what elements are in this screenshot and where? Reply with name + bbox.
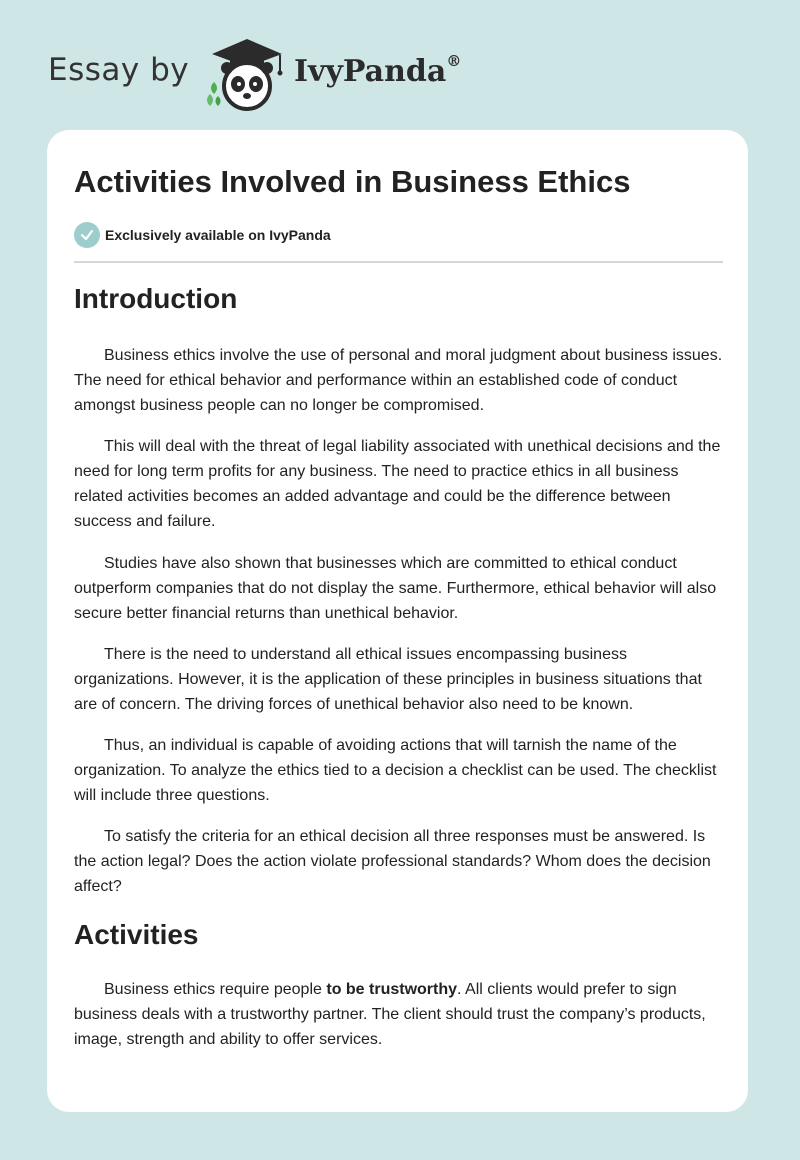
paragraph: Business ethics involve the use of personal and moral judgment about business issues. The need for ethical behavior and performance within an established code of conduct amongst business people can no longer be compromised. <box>74 347 723 414</box>
paragraph: This will deal with the threat of legal liability associated with unethical decisions and the need for long term profits for any business. The need to practice ethics in all business related activities becomes an added advantage and could be the difference between success and failure. <box>74 438 721 530</box>
emphasis-text: to be trustworthy <box>326 981 458 998</box>
essay-by-label: Essay by <box>48 52 190 88</box>
essay-title: Activities Involved in Business Ethics <box>74 164 631 199</box>
paragraph: Thus, an individual is capable of avoiding actions that will tarnish the name of the organization. To analyze the ethics tied to a decision a checklist can be used. The checklist will include three questions. <box>74 737 717 804</box>
paragraph-text: Business ethics require people <box>104 981 327 998</box>
section-heading-introduction: Introduction <box>74 283 238 314</box>
paragraph: To satisfy the criteria for an ethical decision all three responses must be answered. Is the action legal? Does the action violate professional standards? Whom does the decision affect? <box>74 828 711 895</box>
section-heading-activities: Activities <box>74 919 199 950</box>
divider <box>74 261 723 263</box>
exclusive-badge <box>74 222 331 248</box>
paragraph-text: . All clients would prefer to sign business deals with a trustworthy partner. The client should trust the company’s products, image, strength and ability to offer services. <box>74 981 706 1048</box>
brand-name: IvyPanda <box>294 54 447 89</box>
paragraph: There is the need to understand all ethical issues encompassing business organizations. However, it is the application of these principles in business situations that are of concern. The driving forces of unethical behavior also need to be known. <box>74 646 702 713</box>
ivypanda-logo-icon[interactable] <box>202 34 292 114</box>
check-icon <box>74 222 100 248</box>
exclusive-label: Exclusively available on IvyPanda <box>105 227 331 243</box>
paragraph: Studies have also shown that businesses which are committed to ethical conduct outperform companies that do not display the same. Furthermore, ethical behavior will also secure better financial returns than unethical behavior. <box>74 555 717 622</box>
ivypanda-wordmark[interactable] <box>294 54 461 89</box>
paragraph <box>74 977 724 1052</box>
brand-header <box>48 34 488 114</box>
registered-mark: ® <box>446 52 462 70</box>
essay-card <box>47 130 748 1112</box>
